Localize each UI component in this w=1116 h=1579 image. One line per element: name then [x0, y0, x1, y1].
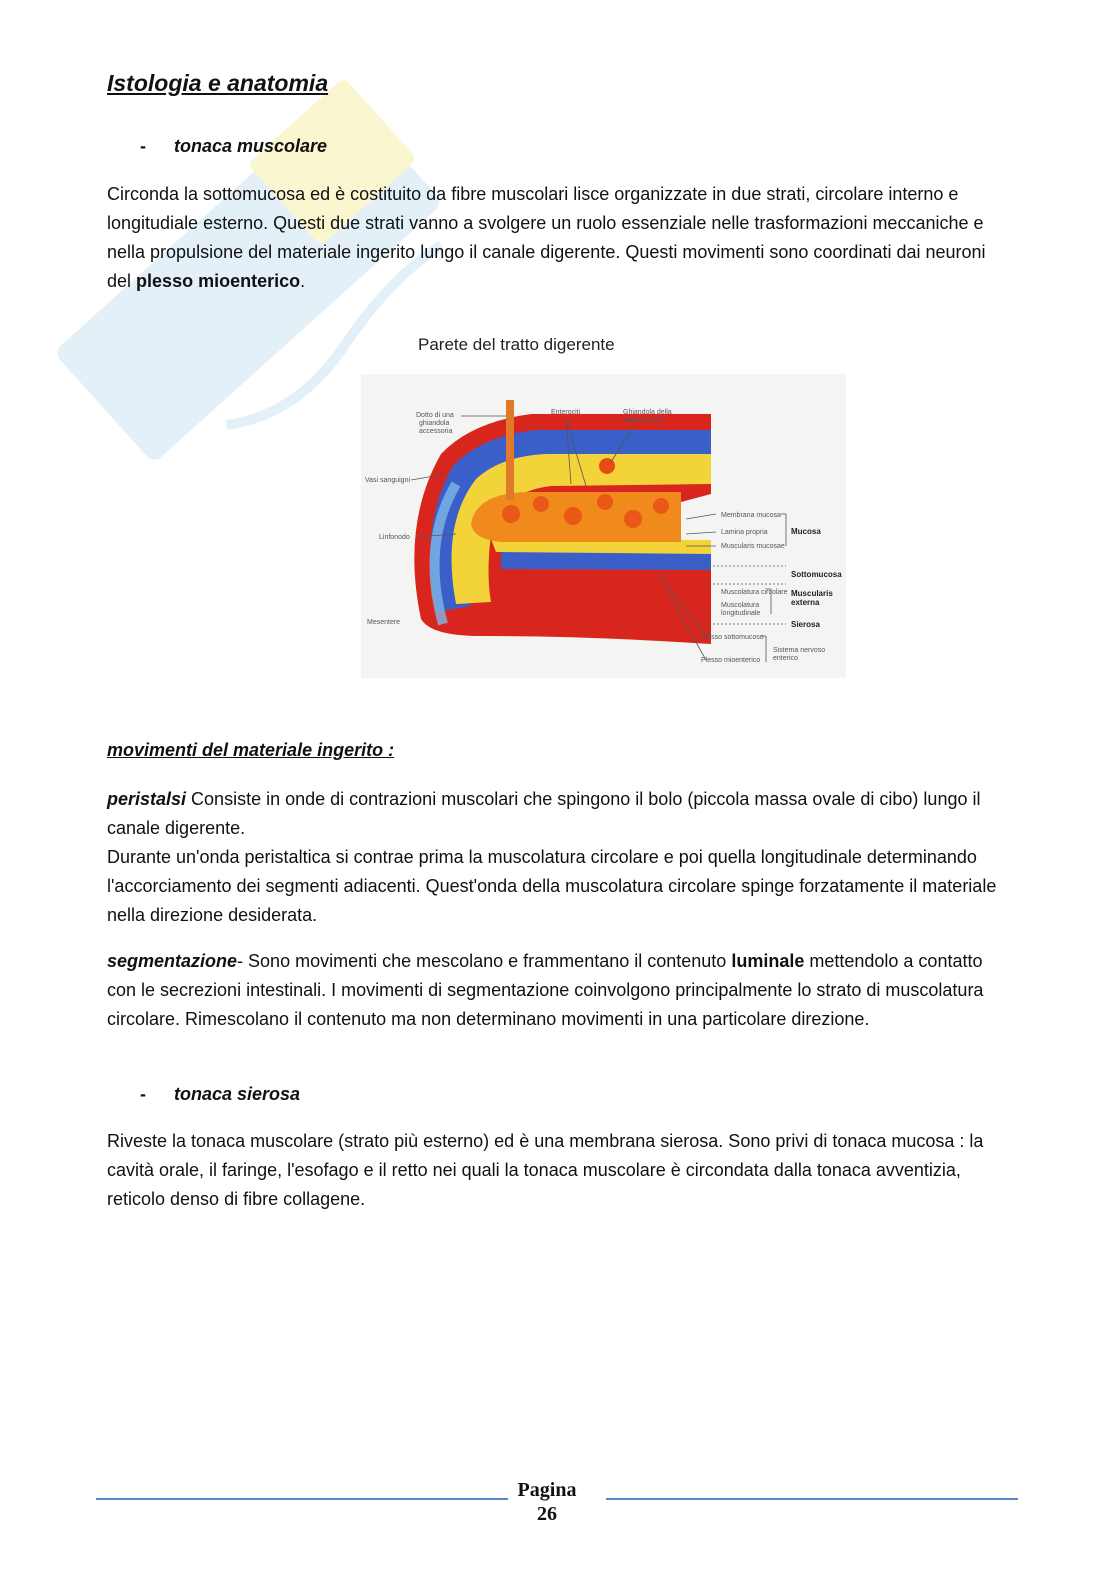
label-membrana: Membrana mucosa: [721, 512, 781, 519]
page-footer: [500, 1478, 594, 1526]
bold-term: plesso mioenterico: [136, 271, 301, 291]
label-mucosa: Mucosa: [791, 527, 821, 536]
figure-title: Parete del tratto digerente: [418, 335, 615, 354]
label-circolare: Muscolatura circolare: [721, 589, 788, 596]
paragraph-text: Circonda la sottomucosa ed è costituito da fibre muscolari lisce organizzate in due strati, circolare interno e longitudiale esterno. Questi due strati vanno a svolgere un ruolo essenziale nelle trasformazioni meccaniche e nella propulsione del materiale ingerito lungo il canale digerente. Questi movimenti sono coordinati dai neuroni del: [107, 184, 986, 291]
digestive-wall-diagram: [361, 374, 846, 678]
peristalsi-text-2: Durante un'onda peristaltica si contrae prima la muscolatura circolare e poi quella longitudinale determinando l'accorciamento dei segmenti adiacenti. Quest'onda della muscolatura circolare spinge forzatamente il materiale nella direzione desiderata.: [107, 847, 997, 925]
term-luminale: luminale: [731, 951, 805, 971]
paragraph-segmentazione: [107, 947, 1007, 1034]
paragraph-tonaca-sierosa: [107, 1127, 1007, 1214]
label-ghiandola-1: Ghiandola della: [623, 409, 672, 416]
label-ghiandola-2: sottomucosa: [623, 417, 663, 424]
svg-text:Muscolaturalongitudinale: [721, 602, 760, 617]
footer-label: Pagina: [517, 1479, 577, 1501]
paragraph-end: .: [300, 271, 306, 291]
label-dotto-2: ghiandola: [419, 420, 450, 427]
label-plesso-mioenterico: Plesso mioenterico: [701, 657, 761, 664]
paragraph-text: Riveste la tonaca muscolare (strato più esterno) ed è una membrana sierosa. Sono privi di tonaca mucosa : la cavità orale, il faringe, l'esofago e il retto nei quali la tonaca muscolare è circondata dalla tonaca avventizia, reticolo denso di fibre collagene.: [107, 1131, 984, 1209]
label-sottomucosa: Sottomucosa: [791, 570, 842, 579]
bullet-tonaca-muscolare: [140, 136, 327, 157]
footer-rule-right: [606, 1498, 1018, 1500]
paragraph-peristalsi: [107, 785, 1007, 930]
label-muscularis-externa-1: Muscularis: [791, 589, 833, 598]
bullet-tonaca-sierosa: [140, 1084, 300, 1105]
segmentazione-text-1: - Sono movimenti che mescolano e frammentano il contenuto: [237, 951, 727, 971]
footer-rule-left: [96, 1498, 508, 1500]
label-plesso-sottomucoso: Plesso sottomucoso: [701, 634, 764, 641]
bullet-label: tonaca sierosa: [174, 1084, 301, 1104]
label-muscularis-externa-2: externa: [791, 598, 820, 607]
term-segmentazione: segmentazione: [107, 951, 238, 971]
label-sierosa: Sierosa: [791, 620, 820, 629]
label-linfonodo: Linfonodo: [379, 534, 410, 541]
label-sistema-1: Sistema nervoso: [773, 647, 826, 654]
segmentazione-text-2: mettendolo a contatto con le secrezioni intestinali. I movimenti di segmentazione coinvolgono principalmente lo strato di muscolatura circolare. Rimescolano il contenuto ma non determinano movimenti in una particolare direzione.: [107, 951, 984, 1029]
section-heading-movimenti: movimenti del materiale ingerito :: [107, 740, 395, 760]
peristalsi-text: Consiste in onde di contrazioni muscolari che spingono il bolo (piccola massa ovale di cibo) lungo il canale digerente.: [107, 789, 981, 838]
label-dotto-1: Dotto di una: [416, 412, 454, 419]
label-muscularis-mucosae: Muscularis mucosae: [721, 543, 785, 550]
label-dotto-3: accessoria: [419, 428, 453, 435]
label-sistema-2: enterico: [773, 655, 798, 662]
label-lamina: Lamina propria: [721, 529, 768, 536]
svg-text:Dotto di unaghiandolaaccessori: [416, 412, 454, 435]
bullet-dash: -: [140, 1084, 146, 1104]
page-title: Istologia e anatomia: [107, 70, 329, 96]
bullet-dash: -: [140, 136, 146, 156]
page-number: 26: [537, 1503, 557, 1525]
label-mesentere: Mesentere: [367, 619, 401, 626]
bullet-label: tonaca muscolare: [174, 136, 328, 156]
term-peristalsi: peristalsi: [107, 789, 187, 809]
label-longitudinale-1: Muscolatura: [721, 602, 760, 609]
paragraph-tonaca-muscolare: [107, 180, 1007, 296]
label-vasi: Vasi sanguigni: [365, 477, 411, 484]
label-enterociti: Enterociti: [551, 409, 581, 416]
label-longitudinale-2: longitudinale: [721, 610, 761, 617]
